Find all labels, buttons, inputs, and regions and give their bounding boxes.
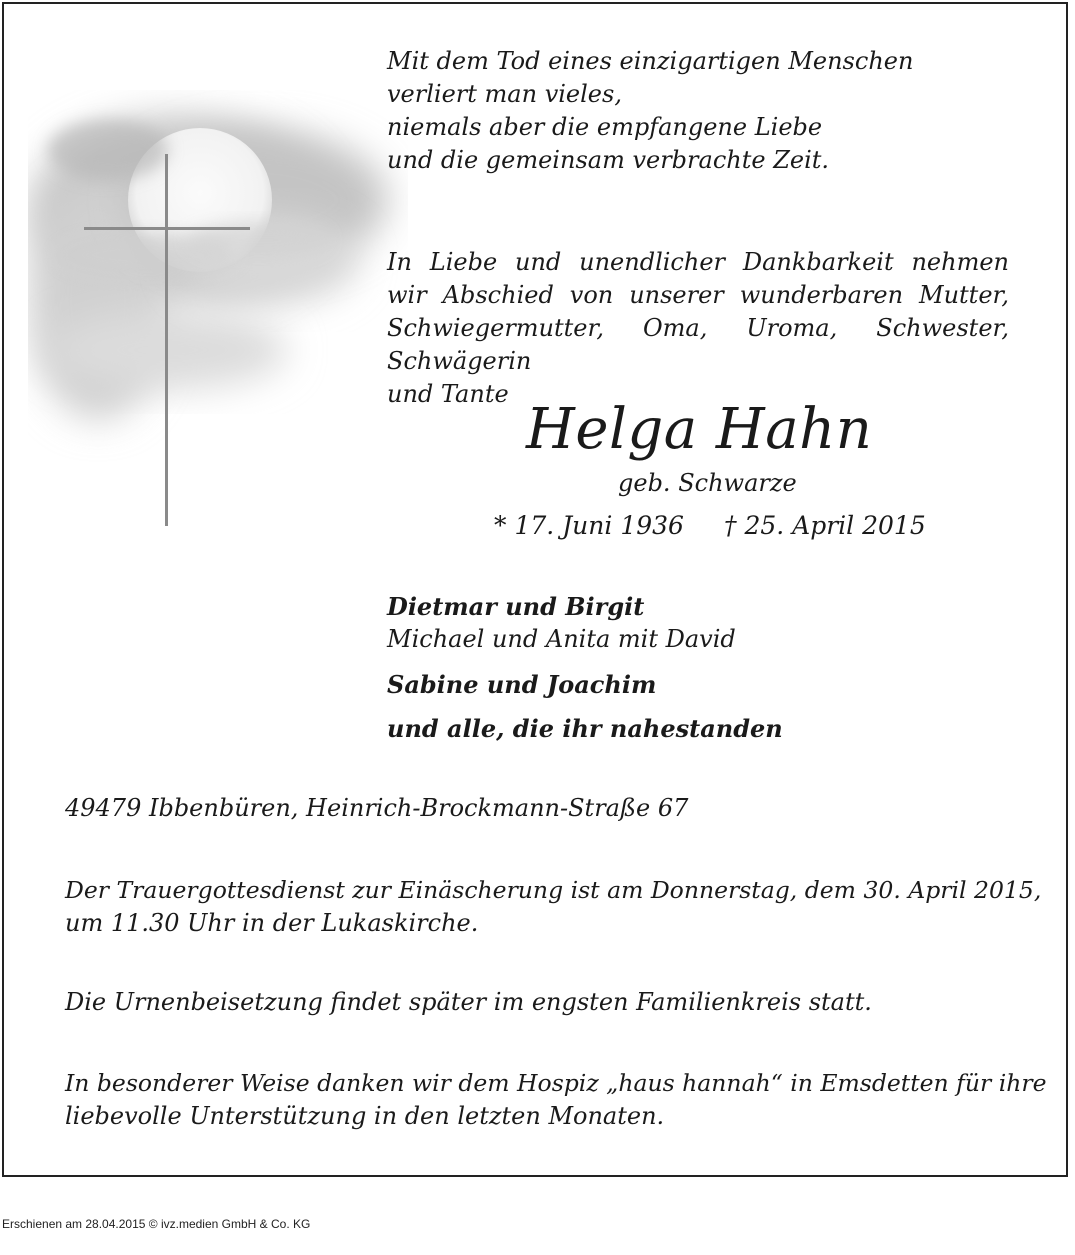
- address: 49479 Ibbenbüren, Heinrich-Brockmann-Straße 67: [65, 794, 689, 822]
- farewell-text: [387, 246, 1009, 411]
- thanks-text: [65, 1067, 1047, 1133]
- maiden-name: geb. Schwarze: [618, 469, 797, 497]
- quote: [387, 45, 913, 177]
- quote-line: und die gemeinsam verbrachte Zeit.: [387, 146, 830, 174]
- farewell-line: In Liebe und unendlicher Dankbarkeit nehmen: [387, 248, 1009, 276]
- mourner-family-2: Sabine und Joachim: [387, 670, 657, 699]
- thanks-line: liebevolle Unterstützung in den letzten Monaten.: [65, 1102, 665, 1130]
- service-info: [65, 874, 1041, 940]
- service-line: Der Trauergottesdienst zur Einäscherung ist am Donnerstag, dem 30. April 2015,: [65, 876, 1042, 904]
- farewell-line: wir Abschied von unserer wunderbaren Mutter,: [387, 281, 1009, 309]
- birth-date: * 17. Juni 1936: [494, 511, 684, 540]
- mourner-family-1: Dietmar und Birgit: [387, 592, 645, 621]
- quote-line: Mit dem Tod eines einzigartigen Menschen: [387, 47, 914, 75]
- death-date: † 25. April 2015: [724, 511, 926, 540]
- mourner-others: und alle, die ihr nahestanden: [387, 714, 783, 743]
- farewell-line: und Tante: [387, 380, 509, 408]
- quote-line: verliert man vieles,: [387, 80, 622, 108]
- deceased-name: Helga Hahn: [526, 397, 873, 462]
- cross-and-moon-illustration: [28, 90, 408, 540]
- thanks-line: In besonderer Weise danken wir dem Hospiz „haus hannah“ in Emsdetten für ihre: [65, 1069, 1047, 1097]
- mourner-family-1-sub: Michael und Anita mit David: [387, 625, 736, 653]
- quote-line: niemals aber die empfangene Liebe: [387, 113, 823, 141]
- farewell-line: Schwiegermutter, Oma, Uroma, Schwester, Schwägerin: [387, 314, 1009, 375]
- service-line: um 11.30 Uhr in der Lukaskirche.: [65, 909, 479, 937]
- publication-footer: Erschienen am 28.04.2015 © ivz.medien GmbH & Co. KG: [2, 1217, 311, 1231]
- burial-info: Die Urnenbeisetzung findet später im engsten Familienkreis statt.: [65, 988, 872, 1016]
